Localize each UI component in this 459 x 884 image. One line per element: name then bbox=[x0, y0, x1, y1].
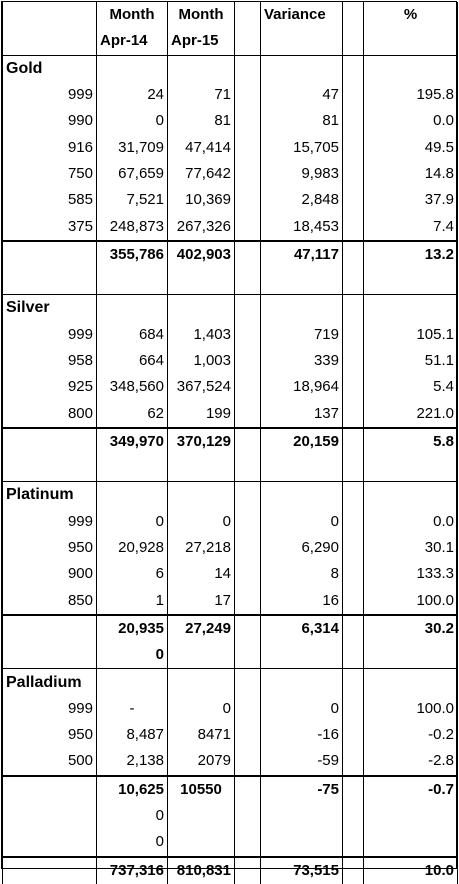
table-cell bbox=[235, 535, 261, 561]
value-apr14: 0 bbox=[97, 108, 168, 134]
variance-value: 47,117 bbox=[261, 241, 343, 268]
table-cell bbox=[261, 455, 343, 482]
value-apr14: 684 bbox=[97, 322, 168, 348]
value-apr15: 199 bbox=[168, 400, 235, 427]
value-apr15: 402,903 bbox=[168, 241, 235, 268]
table-cell bbox=[343, 374, 364, 400]
table-row bbox=[3, 241, 458, 268]
table-cell bbox=[343, 428, 364, 455]
table-cell bbox=[343, 295, 364, 322]
table-row bbox=[3, 400, 458, 427]
table-cell bbox=[261, 482, 343, 509]
percent-value: 195.8 bbox=[364, 82, 458, 108]
table-cell bbox=[235, 348, 261, 374]
table-cell bbox=[235, 187, 261, 213]
metal-grade: 958 bbox=[3, 348, 97, 374]
table-row bbox=[3, 803, 458, 829]
table-cell bbox=[364, 455, 458, 482]
table-cell bbox=[235, 55, 261, 82]
variance-value: 6,290 bbox=[261, 535, 343, 561]
value-apr15 bbox=[168, 829, 235, 856]
table-cell bbox=[97, 455, 168, 482]
table-cell bbox=[261, 268, 343, 295]
value-apr15: 27,249 bbox=[168, 615, 235, 642]
metal-grade: 500 bbox=[3, 748, 97, 775]
table-row bbox=[3, 161, 458, 187]
table-cell bbox=[168, 295, 235, 322]
value-apr14: - bbox=[97, 696, 168, 722]
table-cell bbox=[168, 482, 235, 509]
value-apr14: 664 bbox=[97, 348, 168, 374]
table-cell bbox=[235, 374, 261, 400]
table-cell bbox=[343, 829, 364, 856]
header-percent: % bbox=[364, 2, 458, 28]
variance-value: 2,848 bbox=[261, 187, 343, 213]
metal-grade bbox=[3, 829, 97, 856]
table-cell bbox=[97, 268, 168, 295]
table-cell bbox=[97, 55, 168, 82]
value-apr15: 2079 bbox=[168, 748, 235, 775]
table-cell bbox=[97, 295, 168, 322]
table-row bbox=[3, 322, 458, 348]
table-row bbox=[3, 268, 458, 295]
table-cell bbox=[343, 400, 364, 427]
table-cell bbox=[343, 241, 364, 268]
table-cell bbox=[261, 295, 343, 322]
value-apr15: 77,642 bbox=[168, 161, 235, 187]
metal-grade bbox=[3, 241, 97, 268]
table-cell bbox=[235, 213, 261, 240]
header-row-2 bbox=[3, 28, 458, 55]
table-row bbox=[3, 588, 458, 615]
table-cell bbox=[235, 642, 261, 669]
value-apr14: 248,873 bbox=[97, 213, 168, 240]
variance-value: 20,159 bbox=[261, 428, 343, 455]
header-period-1: Apr-14 bbox=[97, 28, 168, 55]
percent-value: 100.0 bbox=[364, 588, 458, 615]
table-cell bbox=[235, 722, 261, 748]
value-apr15 bbox=[168, 642, 235, 669]
percent-value: -0.7 bbox=[364, 776, 458, 803]
header-period-2: Apr-15 bbox=[168, 28, 235, 55]
table-cell bbox=[343, 722, 364, 748]
percent-value: 37.9 bbox=[364, 187, 458, 213]
metal-grade bbox=[3, 615, 97, 642]
table-cell bbox=[343, 615, 364, 642]
table-cell bbox=[343, 857, 364, 884]
table-cell bbox=[364, 268, 458, 295]
table-cell bbox=[97, 669, 168, 696]
table-cell bbox=[343, 803, 364, 829]
variance-value: 47 bbox=[261, 82, 343, 108]
variance-value: 73,515 bbox=[261, 857, 343, 884]
table-cell bbox=[235, 696, 261, 722]
percent-value: 51.1 bbox=[364, 348, 458, 374]
variance-value: 81 bbox=[261, 108, 343, 134]
table-cell bbox=[235, 428, 261, 455]
metal-grade: 750 bbox=[3, 161, 97, 187]
table-cell bbox=[343, 588, 364, 615]
variance-value: 9,983 bbox=[261, 161, 343, 187]
value-apr14: 10,625 bbox=[97, 776, 168, 803]
value-apr15: 27,218 bbox=[168, 535, 235, 561]
table-cell bbox=[235, 829, 261, 856]
table-row bbox=[3, 642, 458, 669]
variance-value: 18,964 bbox=[261, 374, 343, 400]
table-row bbox=[3, 374, 458, 400]
value-apr15: 810,831 bbox=[168, 857, 235, 884]
table-cell bbox=[235, 322, 261, 348]
table-row bbox=[3, 561, 458, 587]
value-apr14: 0 bbox=[97, 803, 168, 829]
value-apr15: 71 bbox=[168, 82, 235, 108]
table-cell bbox=[235, 561, 261, 587]
header-blank bbox=[3, 2, 97, 28]
table-cell bbox=[343, 55, 364, 82]
table-row bbox=[3, 55, 458, 82]
variance-value: 18,453 bbox=[261, 213, 343, 240]
table-cell bbox=[235, 615, 261, 642]
variance-value bbox=[261, 829, 343, 856]
value-apr14: 355,786 bbox=[97, 241, 168, 268]
metal-grade bbox=[3, 803, 97, 829]
value-apr15: 14 bbox=[168, 561, 235, 587]
metal-grade: 900 bbox=[3, 561, 97, 587]
value-apr15: 10,369 bbox=[168, 187, 235, 213]
table-cell bbox=[343, 509, 364, 535]
table-cell bbox=[364, 669, 458, 696]
value-apr14: 0 bbox=[97, 829, 168, 856]
table-row bbox=[3, 108, 458, 134]
table-row bbox=[3, 535, 458, 561]
value-apr14: 348,560 bbox=[97, 374, 168, 400]
variance-value: 0 bbox=[261, 509, 343, 535]
table-cell bbox=[343, 561, 364, 587]
table-cell bbox=[168, 55, 235, 82]
percent-value: 49.5 bbox=[364, 134, 458, 160]
metal-grade: 999 bbox=[3, 82, 97, 108]
percent-value bbox=[364, 642, 458, 669]
table-cell bbox=[261, 669, 343, 696]
value-apr14: 62 bbox=[97, 400, 168, 427]
metal-grade: 850 bbox=[3, 588, 97, 615]
value-apr15: 1,003 bbox=[168, 348, 235, 374]
metals-data-table bbox=[2, 2, 458, 884]
percent-value: 5.4 bbox=[364, 374, 458, 400]
value-apr14: 20,928 bbox=[97, 535, 168, 561]
table-cell bbox=[364, 482, 458, 509]
table-cell bbox=[235, 748, 261, 775]
section-title: Silver bbox=[3, 295, 97, 322]
percent-value: 100.0 bbox=[364, 696, 458, 722]
table-row bbox=[3, 669, 458, 696]
percent-value: 13.2 bbox=[364, 241, 458, 268]
percent-value bbox=[364, 803, 458, 829]
table-cell bbox=[343, 642, 364, 669]
value-apr14: 31,709 bbox=[97, 134, 168, 160]
value-apr14: 67,659 bbox=[97, 161, 168, 187]
percent-value: 221.0 bbox=[364, 400, 458, 427]
table-cell bbox=[235, 400, 261, 427]
metal-grade: 950 bbox=[3, 722, 97, 748]
table-cell bbox=[343, 322, 364, 348]
table-row bbox=[3, 509, 458, 535]
metal-grade: 990 bbox=[3, 108, 97, 134]
value-apr14: 24 bbox=[97, 82, 168, 108]
section-title: Palladium bbox=[3, 669, 97, 696]
value-apr15 bbox=[168, 803, 235, 829]
value-apr14: 7,521 bbox=[97, 187, 168, 213]
value-apr14: 737,316 bbox=[97, 857, 168, 884]
value-apr15: 0 bbox=[168, 509, 235, 535]
table-row bbox=[3, 348, 458, 374]
table-row bbox=[3, 482, 458, 509]
header-month-1: Month bbox=[97, 2, 168, 28]
variance-value bbox=[261, 803, 343, 829]
variance-value: 719 bbox=[261, 322, 343, 348]
metal-grade bbox=[3, 428, 97, 455]
metal-grade: 925 bbox=[3, 374, 97, 400]
value-apr15: 81 bbox=[168, 108, 235, 134]
percent-value: 105.1 bbox=[364, 322, 458, 348]
percent-value: 30.1 bbox=[364, 535, 458, 561]
value-apr14: 0 bbox=[97, 642, 168, 669]
table-cell bbox=[261, 55, 343, 82]
value-apr14: 6 bbox=[97, 561, 168, 587]
percent-value bbox=[364, 829, 458, 856]
metal-grade: 585 bbox=[3, 187, 97, 213]
variance-value: 16 bbox=[261, 588, 343, 615]
table-cell bbox=[235, 295, 261, 322]
variance-value: -75 bbox=[261, 776, 343, 803]
value-apr15: 0 bbox=[168, 696, 235, 722]
table-cell bbox=[235, 241, 261, 268]
header-variance: Variance bbox=[261, 2, 343, 28]
header-row-1 bbox=[3, 2, 458, 28]
table-row bbox=[3, 295, 458, 322]
value-apr14: 0 bbox=[97, 509, 168, 535]
percent-value: 30.2 bbox=[364, 615, 458, 642]
table-cell bbox=[343, 748, 364, 775]
value-apr15: 267,326 bbox=[168, 213, 235, 240]
table-row bbox=[3, 748, 458, 775]
table-cell bbox=[235, 588, 261, 615]
percent-value: 0.0 bbox=[364, 108, 458, 134]
value-apr14: 2,138 bbox=[97, 748, 168, 775]
table-cell bbox=[97, 482, 168, 509]
table-cell bbox=[168, 268, 235, 295]
metal-grade bbox=[3, 776, 97, 803]
table-cell bbox=[235, 776, 261, 803]
table-cell bbox=[343, 213, 364, 240]
value-apr15: 367,524 bbox=[168, 374, 235, 400]
table-cell bbox=[343, 348, 364, 374]
variance-value: -59 bbox=[261, 748, 343, 775]
table-cell bbox=[235, 455, 261, 482]
percent-value: 133.3 bbox=[364, 561, 458, 587]
header-month-2: Month bbox=[168, 2, 235, 28]
value-apr15: 17 bbox=[168, 588, 235, 615]
variance-value: -16 bbox=[261, 722, 343, 748]
table-cell bbox=[364, 55, 458, 82]
table-cell bbox=[235, 482, 261, 509]
table-row bbox=[3, 455, 458, 482]
metal-grade: 999 bbox=[3, 509, 97, 535]
percent-value: 10.0 bbox=[364, 857, 458, 884]
metal-grade bbox=[3, 642, 97, 669]
table-row bbox=[3, 696, 458, 722]
table-cell bbox=[343, 696, 364, 722]
table-cell bbox=[364, 295, 458, 322]
value-apr14: 1 bbox=[97, 588, 168, 615]
percent-value: -2.8 bbox=[364, 748, 458, 775]
table-cell bbox=[343, 482, 364, 509]
percent-value: 7.4 bbox=[364, 213, 458, 240]
variance-value bbox=[261, 642, 343, 669]
table-cell bbox=[235, 108, 261, 134]
table-row bbox=[3, 187, 458, 213]
table-cell bbox=[343, 669, 364, 696]
table-row bbox=[3, 776, 458, 803]
variance-value: 339 bbox=[261, 348, 343, 374]
table-cell bbox=[343, 161, 364, 187]
table-cell bbox=[235, 669, 261, 696]
table-row bbox=[3, 829, 458, 856]
table-cell bbox=[235, 268, 261, 295]
value-apr15: 10550 bbox=[168, 776, 235, 803]
variance-value: 15,705 bbox=[261, 134, 343, 160]
value-apr14: 20,935 bbox=[97, 615, 168, 642]
table-cell bbox=[343, 776, 364, 803]
section-title: Platinum bbox=[3, 482, 97, 509]
metal-grade: 375 bbox=[3, 213, 97, 240]
table-row bbox=[3, 722, 458, 748]
table-cell bbox=[343, 455, 364, 482]
table-row bbox=[3, 82, 458, 108]
table-cell bbox=[235, 509, 261, 535]
table-row bbox=[3, 428, 458, 455]
table-cell bbox=[235, 803, 261, 829]
value-apr14: 349,970 bbox=[97, 428, 168, 455]
table-row bbox=[3, 134, 458, 160]
variance-value: 6,314 bbox=[261, 615, 343, 642]
table-cell bbox=[343, 268, 364, 295]
table-cell bbox=[343, 134, 364, 160]
value-apr14: 8,487 bbox=[97, 722, 168, 748]
table-cell bbox=[3, 268, 97, 295]
table-cell bbox=[235, 161, 261, 187]
table-cell bbox=[343, 187, 364, 213]
metal-grade: 999 bbox=[3, 696, 97, 722]
percent-value: 14.8 bbox=[364, 161, 458, 187]
percent-value: -0.2 bbox=[364, 722, 458, 748]
metal-grade: 800 bbox=[3, 400, 97, 427]
table-row bbox=[3, 213, 458, 240]
percent-value: 5.8 bbox=[364, 428, 458, 455]
value-apr15: 8471 bbox=[168, 722, 235, 748]
metal-grade: 999 bbox=[3, 322, 97, 348]
table-row bbox=[3, 857, 458, 884]
percent-value: 0.0 bbox=[364, 509, 458, 535]
metal-grade: 950 bbox=[3, 535, 97, 561]
table-cell bbox=[168, 455, 235, 482]
table-cell bbox=[168, 669, 235, 696]
value-apr15: 1,403 bbox=[168, 322, 235, 348]
section-title: Gold bbox=[3, 55, 97, 82]
variance-value: 0 bbox=[261, 696, 343, 722]
value-apr15: 47,414 bbox=[168, 134, 235, 160]
table-cell bbox=[235, 857, 261, 884]
table-cell bbox=[235, 134, 261, 160]
table-cell bbox=[3, 455, 97, 482]
table-cell bbox=[235, 82, 261, 108]
table-row bbox=[3, 615, 458, 642]
metal-grade bbox=[3, 857, 97, 884]
variance-value: 137 bbox=[261, 400, 343, 427]
table-cell bbox=[343, 535, 364, 561]
table-cell bbox=[343, 108, 364, 134]
variance-value: 8 bbox=[261, 561, 343, 587]
table-cell bbox=[343, 82, 364, 108]
metal-grade: 916 bbox=[3, 134, 97, 160]
value-apr15: 370,129 bbox=[168, 428, 235, 455]
